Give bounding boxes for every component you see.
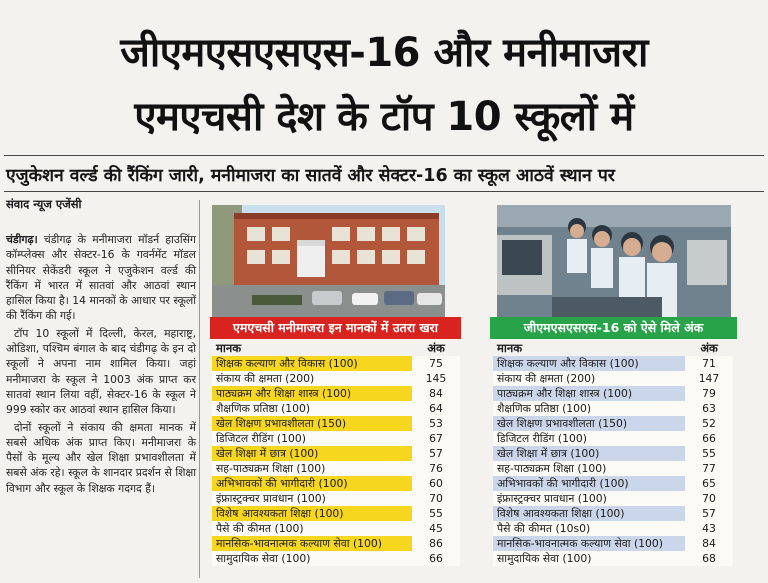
criterion-cell: पाठ्यक्रम और शिक्षा शास्त्र (100) [493, 386, 685, 401]
score-column-header: अंक [427, 340, 445, 355]
story-paragraph [6, 232, 196, 324]
score-cell: 43 [685, 521, 733, 536]
score-cell: 45 [412, 521, 460, 536]
table-row [212, 461, 460, 476]
criterion-cell: पैसे की कीमत (100) [212, 521, 412, 536]
score-cell: 70 [412, 491, 460, 506]
school-building-illustration [212, 205, 445, 323]
table-row [212, 371, 460, 386]
gmsss16-scores-table [493, 340, 733, 566]
criterion-cell: संकाय की क्षमता (200) [212, 371, 412, 386]
manimajra-scores-rows [212, 356, 460, 566]
score-cell: 84 [412, 386, 460, 401]
table-row [212, 506, 460, 521]
criterion-cell: पैसे की कीमत (10s0) [493, 521, 685, 536]
score-cell: 67 [412, 431, 460, 446]
criterion-cell: शिक्षक कल्याण और विकास (100) [212, 356, 412, 371]
score-cell: 52 [685, 416, 733, 431]
score-cell: 145 [412, 371, 460, 386]
criterion-cell: विशेष आवश्यकता शिक्षा (100) [212, 506, 412, 521]
computer-lab-illustration [497, 205, 731, 323]
criterion-cell: सामुदायिक सेवा (100) [493, 551, 685, 566]
criterion-cell: शैक्षणिक प्रतिष्ठा (100) [493, 401, 685, 416]
table-row [493, 476, 733, 491]
criterion-cell: अभिभावकों की भागीदारी (100) [212, 476, 412, 491]
table-row [493, 356, 733, 371]
table-row [212, 476, 460, 491]
table-row [212, 431, 460, 446]
criterion-cell: पाठ्यक्रम और शिक्षा शास्त्र (100) [212, 386, 412, 401]
story-paragraph-text: चंडीगढ़ के मनीमाजरा मॉडर्न हाउसिंग कॉम्प्लेक्स और सेक्टर-16 के गवर्नमेंट मॉडल सीनियर सेकेंडरी स्कूल ने एजुकेशन वर्ल्ड की रैंकिंग में भारत में सातवां और आठवां स्थान हासिल किया है। 14 मानकों के आधार पर स्कूलों की रैंकिंग की गई। [6, 233, 196, 323]
table-row [493, 521, 733, 536]
criterion-cell: खेल शिक्षा में छात्र (100) [493, 446, 685, 461]
score-cell: 53 [412, 416, 460, 431]
criterion-cell: शैक्षणिक प्रतिष्ठा (100) [212, 401, 412, 416]
score-cell: 55 [412, 506, 460, 521]
subheadline-divider [4, 191, 764, 192]
score-cell: 68 [685, 551, 733, 566]
byline: संवाद न्यूज एजेंसी [6, 197, 82, 211]
criterion-cell: मानसिक-भावनात्मक कल्याण सेवा (100) [212, 536, 412, 551]
criterion-column-header: मानक [216, 340, 242, 355]
table-row [212, 536, 460, 551]
table-row [212, 521, 460, 536]
score-cell: 76 [412, 461, 460, 476]
table-row [493, 401, 733, 416]
criterion-cell: अभिभावकों की भागीदारी (100) [493, 476, 685, 491]
score-cell: 79 [685, 386, 733, 401]
criterion-cell: खेल शिक्षण प्रभावशीलता (150) [493, 416, 685, 431]
manimajra-scores-table [212, 340, 460, 566]
score-cell: 71 [685, 356, 733, 371]
table-row [212, 401, 460, 416]
table-row [493, 536, 733, 551]
headline-line-1: जीएमएसएसएस-16 और मनीमाजरा [120, 30, 648, 76]
table-row [493, 431, 733, 446]
score-cell: 66 [412, 551, 460, 566]
table1-caption: एमएचसी मनीमाजरा इन मानकों में उतरा खरा [210, 317, 461, 339]
subheadline: एजुकेशन वर्ल्ड की रैंकिंग जारी, मनीमाजरा का सातवें और सेक्टर-16 का स्कूल आठवें स्थान पर [6, 166, 615, 186]
table-row [212, 416, 460, 431]
table-row [212, 551, 460, 566]
table-row [493, 416, 733, 431]
table-row [493, 506, 733, 521]
table-row [493, 461, 733, 476]
table-row [493, 446, 733, 461]
score-cell: 84 [685, 536, 733, 551]
criterion-cell: संकाय की क्षमता (200) [493, 371, 685, 386]
score-cell: 147 [685, 371, 733, 386]
gmsss16-scores-rows [493, 356, 733, 566]
dateline: चंडीगढ़। [6, 233, 38, 246]
criterion-cell: सामुदायिक सेवा (100) [212, 551, 412, 566]
score-cell: 57 [685, 506, 733, 521]
score-column-header: अंक [700, 340, 718, 355]
table-row [493, 491, 733, 506]
headline-line-2: एमएचसी देश के टॉप 10 स्कूलों में [134, 94, 634, 140]
score-cell: 55 [685, 446, 733, 461]
criterion-cell: इंफ्रास्ट्रक्चर प्रावधान (100) [212, 491, 412, 506]
score-cell: 60 [412, 476, 460, 491]
table-row [212, 446, 460, 461]
criterion-cell: विशेष आवश्यकता शिक्षा (100) [493, 506, 685, 521]
criterion-cell: खेल शिक्षा में छात्र (100) [212, 446, 412, 461]
students-computer-lab-photo [497, 205, 731, 323]
score-cell: 75 [412, 356, 460, 371]
story-paragraph: टॉप 10 स्कूलों में दिल्ली, केरल, महाराष्ट्र, ओडिशा, पश्चिम बंगाल के बाद चंडीगढ़ के इन दो स्कूलों ने अपना नाम शामिल किया। जहां मनीमाजरा के स्कूल ने 1003 अंक प्राप्त कर सातवां स्थान लिया वहीं, सेक्टर-16 के स्कूल ने 999 स्कोर कर आठवां स्थान हासिल किया। [6, 326, 196, 417]
story-body [6, 232, 196, 498]
criterion-cell: शिक्षक कल्याण और विकास (100) [493, 356, 685, 371]
table-row [493, 386, 733, 401]
score-cell: 86 [412, 536, 460, 551]
score-cell: 63 [685, 401, 733, 416]
criterion-cell: इंफ्रास्ट्रक्चर प्रावधान (100) [493, 491, 685, 506]
score-cell: 77 [685, 461, 733, 476]
criterion-cell: मानसिक-भावनात्मक कल्याण सेवा (100) [493, 536, 685, 551]
criterion-column-header: मानक [497, 340, 523, 355]
story-paragraph: दोनों स्कूलों ने संकाय की क्षमता मानक में सबसे अधिक अंक प्राप्त किए। मनीमाजरा के पैसों के मूल्य और खेल शिक्षा प्रभावशीलता में सबसे अंक रहे। स्कूल के शानदार प्रदर्शन से शिक्षा विभाग और स्कूल के शिक्षक गदगद हैं। [6, 420, 196, 495]
table-row [212, 386, 460, 401]
score-cell: 57 [412, 446, 460, 461]
table-row [212, 356, 460, 371]
column-divider [199, 200, 200, 578]
table-row [493, 371, 733, 386]
score-cell: 64 [412, 401, 460, 416]
criterion-cell: सह-पाठ्यक्रम शिक्षा (100) [212, 461, 412, 476]
score-cell: 66 [685, 431, 733, 446]
school-building-photo [212, 205, 445, 323]
criterion-cell: डिजिटल रीडिंग (100) [212, 431, 412, 446]
table2-caption: जीएमएसएसएस-16 को ऐसे मिले अंक [490, 317, 737, 339]
score-cell: 65 [685, 476, 733, 491]
headline-divider [4, 155, 764, 156]
table-row [212, 491, 460, 506]
criterion-cell: खेल शिक्षण प्रभावशीलता (150) [212, 416, 412, 431]
criterion-cell: सह-पाठ्यक्रम शिक्षा (100) [493, 461, 685, 476]
table-row [493, 551, 733, 566]
criterion-cell: डिजिटल रीडिंग (100) [493, 431, 685, 446]
score-cell: 70 [685, 491, 733, 506]
